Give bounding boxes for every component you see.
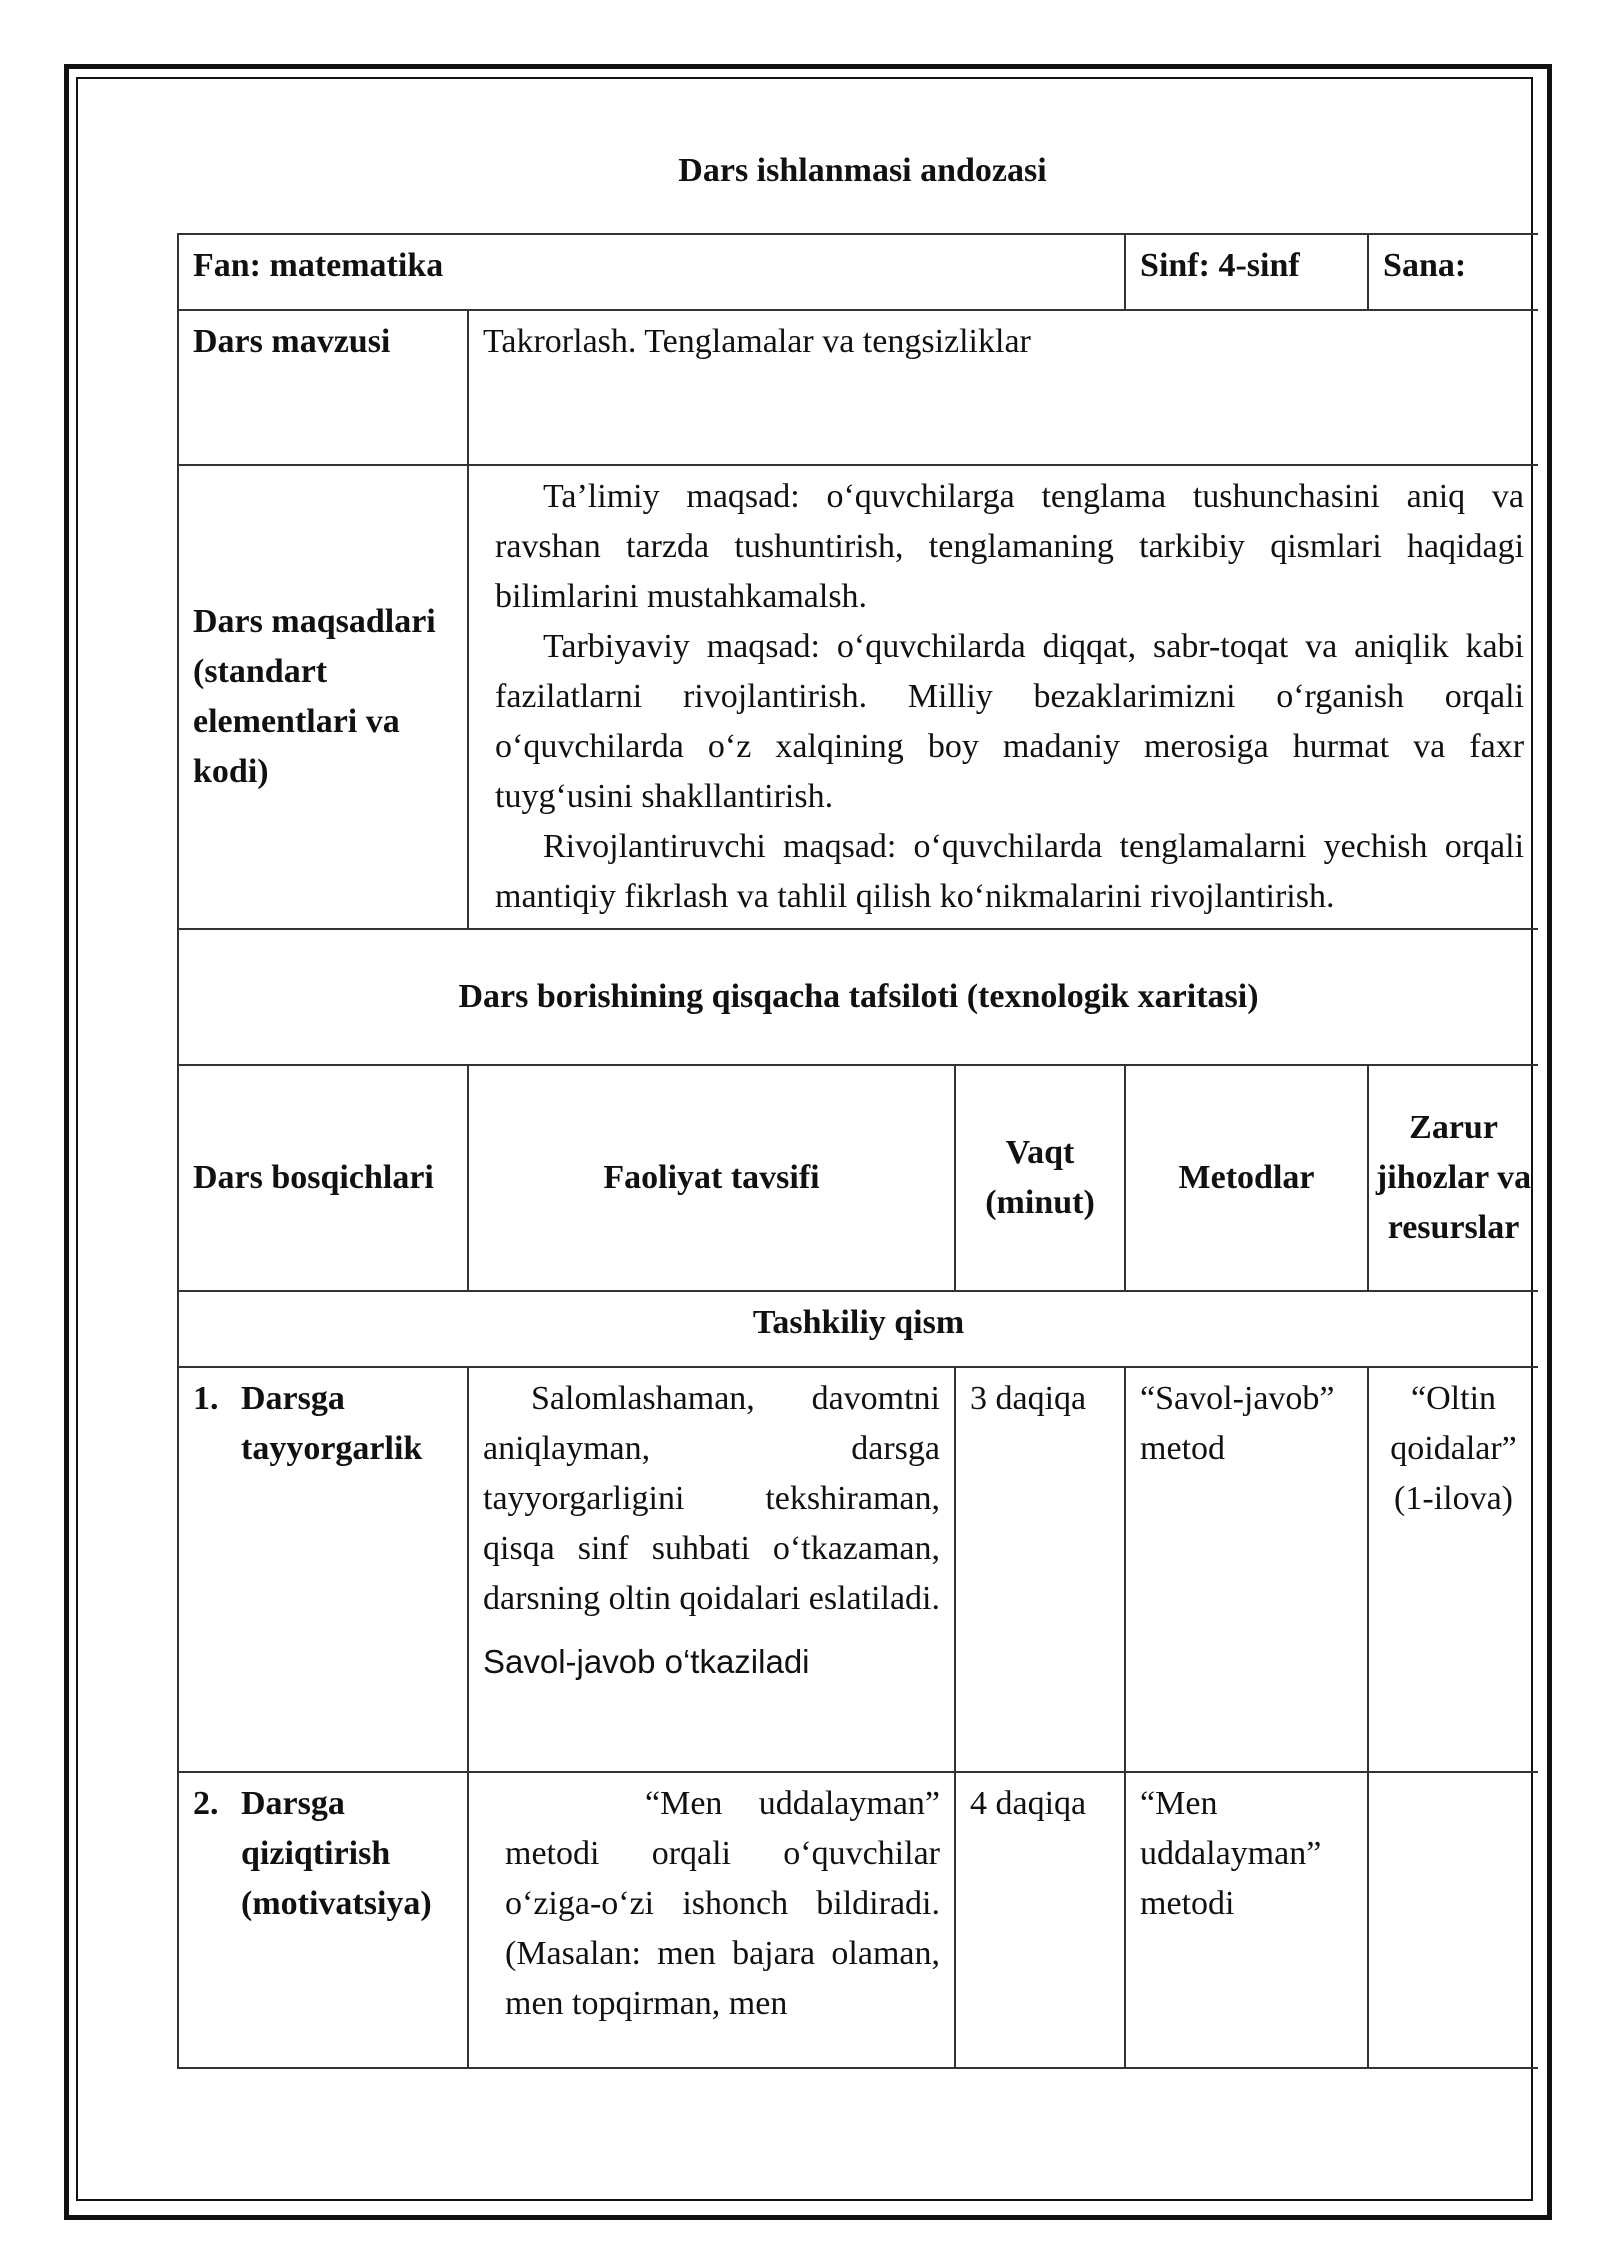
stage-cell — [178, 1772, 468, 2068]
grade-cell: Sinf: 4-sinf — [1125, 234, 1368, 310]
stage-number: 2. — [193, 1784, 219, 1822]
table-row — [178, 1772, 1538, 2068]
date-cell: Sana: — [1368, 234, 1538, 310]
activity-cell — [468, 1367, 955, 1772]
column-header-row — [178, 1065, 1538, 1291]
resource-cell — [1368, 1772, 1538, 2068]
section-title: Tashkiliy qism — [178, 1291, 1538, 1367]
table-row — [178, 1367, 1538, 1772]
goals-label: Dars maqsadlari (standart elementlari va kodi) — [178, 465, 468, 929]
stage-name: Darsga tayyorgarlik — [241, 1379, 423, 1467]
topic-value: Takrorlash. Tenglamalar va tengsizliklar — [468, 310, 1538, 465]
resource-cell: “Oltin qoidalar” (1-ilova) — [1368, 1367, 1538, 1772]
section-row — [178, 1291, 1538, 1367]
overview-title: Dars borishining qisqacha tafsiloti (texnologik xaritasi) — [178, 929, 1538, 1065]
goal-upbringing: Tarbiyaviy maqsad: o‘quvchilarda diqqat, sabr-toqat va aniqlik kabi fazilatlarni rivojlantirish. Milliy bezaklarimizni o‘rganish orqali o‘quvchilarda o‘z xalqining boy madaniy merosiga hurmat va faxr tuyg‘usini shakllantirish. — [495, 627, 1525, 815]
lesson-plan-table — [177, 233, 1538, 2069]
method-cell: “Savol-javob” metod — [1125, 1367, 1368, 1772]
col-stages: Dars bosqichlari — [178, 1065, 468, 1291]
activity-text: Salomlashaman, davomtni aniqlayman, darsga tayyorgarligini tekshiraman, qisqa sinf suhbati o‘tkazaman, darsning oltin qoidalari eslatiladi. — [483, 1379, 941, 1617]
header-row — [178, 234, 1538, 310]
method-cell: “Men uddalayman” metodi — [1125, 1772, 1368, 2068]
time-cell: 4 daqiqa — [955, 1772, 1125, 2068]
goal-educational: Ta’limiy maqsad: o‘quvchilarga tenglama tushunchasini aniq va ravshan tarzda tushuntirish, tenglamaning tarkibiy qismlari haqidagi bilimlarini mustahkamalsh. — [495, 478, 1525, 615]
time-cell: 3 daqiqa — [955, 1367, 1125, 1772]
stage-number: 1. — [193, 1379, 219, 1417]
stage-name: Darsga qiziqtirish (motivatsiya) — [241, 1784, 432, 1922]
goals-row — [178, 465, 1538, 929]
activity-note: Savol-javob o‘tkaziladi — [483, 1642, 810, 1680]
topic-row — [178, 310, 1538, 465]
topic-label: Dars mavzusi — [178, 310, 468, 465]
subject-cell: Fan: matematika — [178, 234, 1125, 310]
goals-content — [468, 465, 1538, 929]
col-methods: Metodlar — [1125, 1065, 1368, 1291]
activity-cell — [468, 1772, 955, 2068]
document-title: Dars ishlanmasi andozasi — [678, 152, 1047, 189]
col-activity: Faoliyat tavsifi — [468, 1065, 955, 1291]
activity-text: “Men uddalayman” metodi orqali o‘quvchilar o‘ziga-o‘zi ishonch bildiradi. (Masalan: men bajara olaman, men topqirman, men — [505, 1784, 940, 2022]
goal-developmental: Rivojlantiruvchi maqsad: o‘quvchilarda tenglamalarni yechish orqali mantiqiy fikrlash va tahlil qilish ko‘nikmalarini rivojlantirish. — [495, 827, 1525, 915]
col-time: Vaqt (minut) — [955, 1065, 1125, 1291]
col-resources: Zarur jihozlar va resurslar — [1368, 1065, 1538, 1291]
overview-row — [178, 929, 1538, 1065]
stage-cell — [178, 1367, 468, 1772]
